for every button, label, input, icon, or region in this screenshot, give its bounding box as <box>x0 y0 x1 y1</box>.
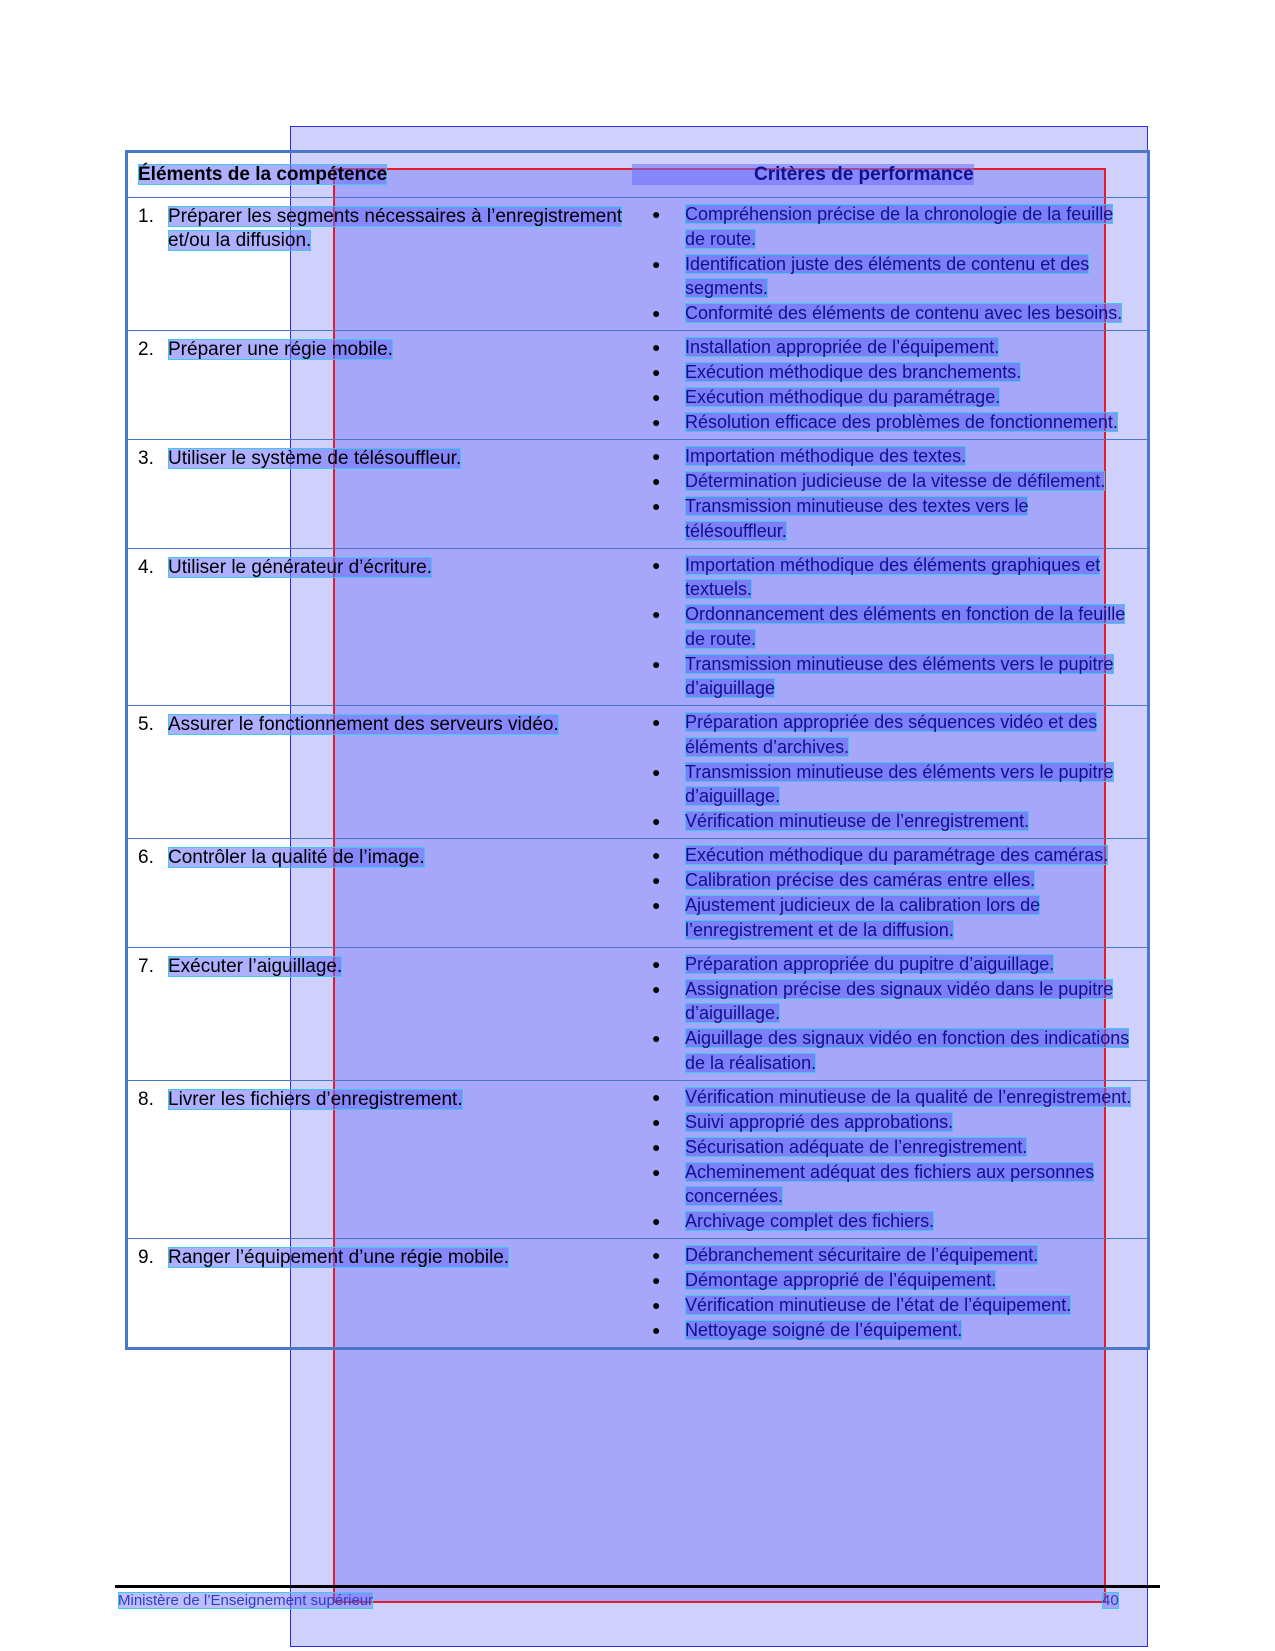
element-cell <box>128 198 648 330</box>
footer-rule <box>115 1585 1160 1588</box>
table-row <box>128 548 1147 706</box>
bullet-dot-icon: ● <box>652 305 661 321</box>
list-item <box>648 252 1147 301</box>
criterion-text: Aiguillage des signaux vidéo en fonction des indications de la réalisation. <box>685 1028 1130 1073</box>
list-item <box>648 410 1147 435</box>
criteria-cell <box>648 1081 1147 1239</box>
element-text: Préparer une régie mobile. <box>168 339 393 360</box>
list-item <box>648 710 1147 759</box>
list-item <box>648 444 1147 469</box>
criterion-text: Installation appropriée de l’équipement. <box>685 337 1000 357</box>
bullet-dot-icon: ● <box>652 714 661 730</box>
bullet-dot-icon: ● <box>652 980 661 997</box>
criteria-cell <box>648 331 1147 439</box>
criterion-text: Démontage approprié de l’équipement. <box>685 1270 997 1290</box>
competence-table <box>125 150 1150 1350</box>
bullet-dot-icon: ● <box>652 1138 661 1155</box>
element-number: 1. <box>138 206 154 227</box>
criterion-text: Débranchement sécuritaire de l’équipement. <box>685 1245 1039 1265</box>
bullet-dot-icon: ● <box>652 414 661 430</box>
criteria-cell <box>648 1239 1147 1347</box>
criterion-text: Importation méthodique des textes. <box>685 446 967 466</box>
criteria-list <box>648 331 1147 439</box>
bullet-dot-icon: ● <box>652 389 661 405</box>
list-item <box>648 1110 1147 1135</box>
list-item <box>648 1209 1147 1234</box>
criterion-text: Sécurisation adéquate de l’enregistrement. <box>685 1136 1028 1157</box>
table-row <box>128 705 1147 838</box>
criteria-list <box>648 1239 1147 1347</box>
bullet-dot-icon: ● <box>652 1088 661 1105</box>
list-item <box>648 952 1147 977</box>
element-cell <box>128 440 648 548</box>
list-item <box>648 1318 1147 1343</box>
criterion-text: Exécution méthodique du paramétrage des caméras. <box>685 845 1109 865</box>
criterion-text: Vérification minutieuse de la qualité de l’enregistrement. <box>685 1086 1132 1107</box>
list-item <box>648 868 1147 893</box>
criterion-text: Calibration précise des caméras entre elles. <box>685 870 1036 890</box>
list-item <box>648 494 1147 543</box>
list-item <box>648 202 1147 251</box>
bullet-dot-icon: ● <box>652 1297 661 1313</box>
list-item <box>648 553 1147 602</box>
element-number: 4. <box>138 556 154 578</box>
element-text: Préparer les segments nécessaires à l’enregistrement et/ou la diffusion. <box>168 206 623 251</box>
list-item <box>648 360 1147 385</box>
criteria-cell <box>648 549 1147 706</box>
bullet-dot-icon: ● <box>652 255 661 272</box>
criteria-list <box>648 1081 1147 1239</box>
table-row <box>128 330 1147 439</box>
criteria-list <box>648 948 1147 1080</box>
element-cell <box>128 1081 648 1239</box>
bullet-dot-icon: ● <box>652 498 661 514</box>
footer-ministry: Ministère de l’Enseignement supérieur <box>118 1592 374 1609</box>
list-item <box>648 1085 1147 1110</box>
criterion-text: Transmission minutieuse des éléments vers le pupitre d’aiguillage <box>685 653 1114 698</box>
bullet-dot-icon: ● <box>652 606 661 622</box>
element-text: Utiliser le système de télésouffleur. <box>168 448 462 469</box>
list-item <box>648 977 1147 1026</box>
list-item <box>648 893 1147 942</box>
criterion-text: Transmission minutieuse des éléments vers le pupitre d’aiguillage. <box>685 761 1114 806</box>
element-number: 2. <box>138 339 154 360</box>
bullet-dot-icon: ● <box>652 813 661 829</box>
criterion-text: Exécution méthodique des branchements. <box>685 362 1022 382</box>
element-number: 9. <box>138 1247 154 1268</box>
element-number: 8. <box>138 1088 154 1110</box>
bullet-dot-icon: ● <box>652 1322 661 1338</box>
criteria-list <box>648 839 1147 947</box>
criterion-text: Préparation appropriée du pupitre d’aiguillage. <box>685 953 1055 974</box>
header-elements: Éléments de la compétence <box>138 164 388 185</box>
criterion-text: Identification juste des éléments de contenu et des segments. <box>685 253 1090 298</box>
element-text: Contrôler la qualité de l’image. <box>168 847 425 868</box>
list-item <box>648 843 1147 868</box>
bullet-dot-icon: ● <box>652 955 661 972</box>
table-row <box>128 838 1147 947</box>
table-row <box>128 1080 1147 1239</box>
list-item <box>648 469 1147 494</box>
element-cell <box>128 331 648 439</box>
table-row <box>128 439 1147 548</box>
list-item <box>648 1135 1147 1160</box>
element-cell <box>128 948 648 1080</box>
element-number: 3. <box>138 448 154 469</box>
list-item <box>648 1293 1147 1318</box>
element-cell <box>128 839 648 947</box>
criterion-text: Compréhension précise de la chronologie de la feuille de route. <box>685 204 1114 249</box>
list-item <box>648 335 1147 360</box>
bullet-dot-icon: ● <box>652 448 661 464</box>
table-row <box>128 1238 1147 1347</box>
element-text: Exécuter l’aiguillage. <box>168 955 343 977</box>
criteria-cell <box>648 839 1147 947</box>
element-cell <box>128 549 648 706</box>
element-number: 6. <box>138 847 154 868</box>
table-row <box>128 947 1147 1080</box>
page-number: 40 <box>1102 1592 1119 1609</box>
list-item <box>648 652 1147 701</box>
criterion-text: Nettoyage soigné de l’équipement. <box>685 1320 963 1340</box>
bullet-dot-icon: ● <box>652 763 661 780</box>
criterion-text: Résolution efficace des problèmes de fonctionnement. <box>685 412 1118 432</box>
criterion-text: Suivi approprié des approbations. <box>685 1111 954 1132</box>
criterion-text: Archivage complet des fichiers. <box>685 1211 935 1231</box>
criteria-cell <box>648 706 1147 838</box>
list-item <box>648 385 1147 410</box>
element-cell <box>128 706 648 838</box>
criterion-text: Assignation précise des signaux vidéo dans le pupitre d’aiguillage. <box>685 978 1114 1023</box>
element-text: Assurer le fonctionnement des serveurs vidéo. <box>168 714 559 735</box>
criterion-text: Vérification minutieuse de l’enregistrement. <box>685 811 1030 831</box>
element-number: 7. <box>138 955 154 977</box>
bullet-dot-icon: ● <box>652 1113 661 1130</box>
criteria-list <box>648 549 1147 706</box>
criteria-cell <box>648 948 1147 1080</box>
criteria-cell <box>648 440 1147 548</box>
list-item <box>648 602 1147 651</box>
bullet-dot-icon: ● <box>652 339 661 355</box>
criterion-text: Préparation appropriée des séquences vidéo et des éléments d’archives. <box>685 712 1098 757</box>
bullet-dot-icon: ● <box>652 897 661 913</box>
criterion-text: Acheminement adéquat des fichiers aux personnes concernées. <box>685 1161 1095 1206</box>
list-item <box>648 301 1147 326</box>
criterion-text: Ordonnancement des éléments en fonction de la feuille de route. <box>685 604 1126 649</box>
bullet-dot-icon: ● <box>652 1030 661 1046</box>
list-item <box>648 809 1147 834</box>
list-item <box>648 1268 1147 1293</box>
bullet-dot-icon: ● <box>652 473 661 489</box>
criterion-text: Détermination judicieuse de la vitesse de défilement. <box>685 471 1106 491</box>
bullet-dot-icon: ● <box>652 655 661 672</box>
list-item <box>648 1243 1147 1268</box>
bullet-dot-icon: ● <box>652 1163 661 1180</box>
criteria-cell <box>648 198 1147 330</box>
bullet-dot-icon: ● <box>652 556 661 573</box>
bullet-dot-icon: ● <box>652 1247 661 1263</box>
criterion-text: Ajustement judicieux de la calibration lors de l’enregistrement et de la diffusion. <box>685 895 1041 940</box>
bullet-dot-icon: ● <box>652 1213 661 1229</box>
bullet-dot-icon: ● <box>652 206 661 222</box>
element-cell <box>128 1239 648 1347</box>
bullet-dot-icon: ● <box>652 847 661 863</box>
bullet-dot-icon: ● <box>652 1272 661 1288</box>
criterion-text: Importation méthodique des éléments graphiques et textuels. <box>685 554 1101 599</box>
criterion-text: Transmission minutieuse des textes vers le télésouffleur. <box>685 496 1029 541</box>
table-header-row <box>128 153 1147 197</box>
criterion-text: Exécution méthodique du paramétrage. <box>685 387 1001 407</box>
element-text: Utiliser le générateur d’écriture. <box>168 556 433 578</box>
bullet-dot-icon: ● <box>652 364 661 380</box>
element-text: Ranger l’équipement d’une régie mobile. <box>168 1247 510 1268</box>
criteria-list <box>648 440 1147 548</box>
bullet-dot-icon: ● <box>652 872 661 888</box>
criterion-text: Vérification minutieuse de l’état de l’équipement. <box>685 1295 1072 1315</box>
header-criteria: Critères de performance <box>632 164 974 185</box>
criteria-list <box>648 198 1147 330</box>
list-item <box>648 1160 1147 1209</box>
table-row <box>128 197 1147 330</box>
element-number: 5. <box>138 714 154 735</box>
list-item <box>648 760 1147 809</box>
list-item <box>648 1026 1147 1075</box>
criterion-text: Conformité des éléments de contenu avec les besoins. <box>685 303 1123 323</box>
criteria-list <box>648 706 1147 838</box>
element-text: Livrer les fichiers d’enregistrement. <box>168 1088 463 1110</box>
